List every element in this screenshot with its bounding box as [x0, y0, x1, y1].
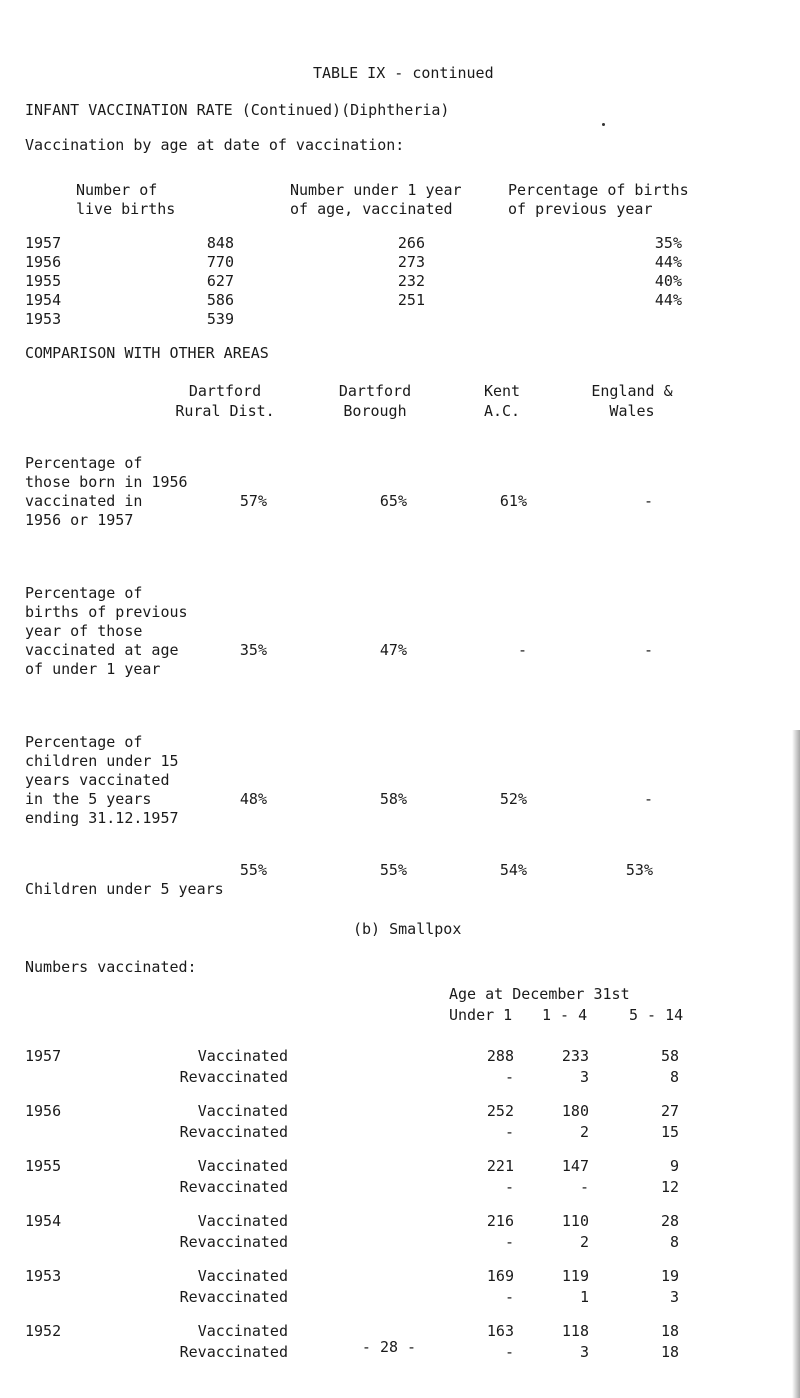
- comparison-value: 55%: [379, 861, 407, 879]
- comparison-row-label: those born in 1956: [25, 473, 188, 491]
- smallpox-row-type: Revaccinated: [179, 1343, 288, 1361]
- comparison-col-header: Borough: [343, 402, 407, 420]
- smallpox-year: 1955: [25, 1157, 62, 1175]
- smallpox-value: 118: [561, 1322, 589, 1340]
- comparison-value: 54%: [499, 861, 527, 879]
- comparison-row-label: Percentage of: [25, 454, 143, 472]
- smallpox-value: 147: [561, 1157, 589, 1175]
- smallpox-value: 3: [669, 1288, 679, 1306]
- comparison-row-label: vaccinated in: [25, 492, 143, 510]
- table1-births: 586: [206, 291, 234, 309]
- comparison-row-label: 1956 or 1957: [25, 511, 134, 529]
- smallpox-value: -: [504, 1123, 514, 1141]
- comparison-col-header: England &: [591, 382, 673, 400]
- smallpox-value: 27: [660, 1102, 679, 1120]
- comparison-col-header: Wales: [609, 402, 655, 420]
- smallpox-row-type: Vaccinated: [197, 1047, 288, 1065]
- comparison-value: -: [643, 492, 653, 510]
- comparison-title: COMPARISON WITH OTHER AREAS: [25, 344, 269, 362]
- smallpox-value: 110: [561, 1212, 589, 1230]
- comparison-value: 48%: [239, 790, 267, 808]
- table1-births: 848: [206, 234, 234, 252]
- smallpox-value: 8: [669, 1068, 679, 1086]
- section-title: INFANT VACCINATION RATE (Continued)(Diphtheria): [25, 101, 450, 119]
- table1-births: 539: [206, 310, 234, 328]
- table1-year: 1955: [25, 272, 62, 290]
- scan-edge-shadow: [792, 730, 800, 1398]
- comparison-value: 35%: [239, 641, 267, 659]
- comparison-row-label: ending 31.12.1957: [25, 809, 179, 827]
- comparison-value: -: [643, 790, 653, 808]
- smallpox-value: 216: [486, 1212, 514, 1230]
- comparison-value: 53%: [625, 861, 653, 879]
- smallpox-row-type: Vaccinated: [197, 1157, 288, 1175]
- smallpox-value: 288: [486, 1047, 514, 1065]
- table1-year: 1957: [25, 234, 62, 252]
- smallpox-value: 119: [561, 1267, 589, 1285]
- table1-year: 1953: [25, 310, 62, 328]
- smallpox-year: 1956: [25, 1102, 62, 1120]
- comparison-row-label: Percentage of: [25, 584, 143, 602]
- table1-births: 627: [206, 272, 234, 290]
- smallpox-value: -: [504, 1233, 514, 1251]
- smallpox-row-type: Revaccinated: [179, 1233, 288, 1251]
- numbers-vaccinated-label: Numbers vaccinated:: [25, 958, 197, 976]
- comparison-value: 61%: [499, 492, 527, 510]
- smallpox-row-type: Vaccinated: [197, 1267, 288, 1285]
- table1-col-header: Number under 1 year: [290, 181, 462, 199]
- table1-vaccinated: 273: [397, 253, 425, 271]
- smallpox-value: 163: [486, 1322, 514, 1340]
- table1-births: 770: [206, 253, 234, 271]
- smallpox-value: 15: [660, 1123, 679, 1141]
- smallpox-value: 233: [561, 1047, 589, 1065]
- table1-percent: 44%: [654, 291, 682, 309]
- smallpox-value: -: [504, 1343, 514, 1361]
- table1-col-header: of age, vaccinated: [290, 200, 453, 218]
- smallpox-row-type: Revaccinated: [179, 1178, 288, 1196]
- comparison-row-label: births of previous: [25, 603, 188, 621]
- comparison-col-header: A.C.: [483, 402, 521, 420]
- smallpox-col-header: 5 - 14: [629, 1006, 684, 1024]
- comparison-value: -: [517, 641, 527, 659]
- comparison-row-label: Children under 5 years: [25, 880, 224, 898]
- smallpox-value: 3: [579, 1343, 589, 1361]
- comparison-row-label: year of those: [25, 622, 143, 640]
- table1-col-header: Number of: [76, 181, 158, 199]
- smallpox-year: 1954: [25, 1212, 62, 1230]
- comparison-row-label: children under 15: [25, 752, 179, 770]
- smallpox-value: 12: [660, 1178, 679, 1196]
- table1-percent: 40%: [654, 272, 682, 290]
- comparison-value: 58%: [379, 790, 407, 808]
- smallpox-value: 18: [660, 1343, 679, 1361]
- smallpox-value: 28: [660, 1212, 679, 1230]
- smallpox-col-header: 1 - 4: [542, 1006, 588, 1024]
- comparison-row-label: of under 1 year: [25, 660, 161, 678]
- smallpox-value: 18: [660, 1322, 679, 1340]
- smallpox-row-type: Revaccinated: [179, 1123, 288, 1141]
- comparison-value: 52%: [499, 790, 527, 808]
- table1-col-header: live births: [76, 200, 176, 218]
- comparison-value: -: [643, 641, 653, 659]
- smallpox-value: -: [579, 1178, 589, 1196]
- smallpox-value: 252: [486, 1102, 514, 1120]
- smallpox-row-type: Vaccinated: [197, 1212, 288, 1230]
- table1-vaccinated: 266: [397, 234, 425, 252]
- comparison-value: 55%: [239, 861, 267, 879]
- comparison-row-label: in the 5 years: [25, 790, 152, 808]
- smallpox-value: 8: [669, 1233, 679, 1251]
- smallpox-title: (b) Smallpox: [353, 920, 462, 938]
- smallpox-value: 2: [579, 1233, 589, 1251]
- table1-vaccinated: 232: [397, 272, 425, 290]
- age-at-december-header: Age at December 31st: [449, 985, 630, 1003]
- table1-col-header: Percentage of births: [508, 181, 689, 199]
- table-title: TABLE IX - continued: [313, 64, 494, 82]
- comparison-col-header: Kent: [483, 382, 521, 400]
- smallpox-year: 1957: [25, 1047, 62, 1065]
- comparison-value: 57%: [239, 492, 267, 510]
- comparison-row-label: vaccinated at age: [25, 641, 179, 659]
- table1-col-header: of previous year: [508, 200, 653, 218]
- comparison-col-header: Dartford: [338, 382, 412, 400]
- smallpox-value: 2: [579, 1123, 589, 1141]
- smallpox-value: 221: [486, 1157, 514, 1175]
- smallpox-value: 19: [660, 1267, 679, 1285]
- smallpox-value: 180: [561, 1102, 589, 1120]
- smallpox-value: -: [504, 1288, 514, 1306]
- table1-year: 1954: [25, 291, 62, 309]
- smallpox-value: 9: [669, 1157, 679, 1175]
- smallpox-value: 3: [579, 1068, 589, 1086]
- table1-vaccinated: 251: [397, 291, 425, 309]
- table1-year: 1956: [25, 253, 62, 271]
- smallpox-value: -: [504, 1178, 514, 1196]
- comparison-value: 65%: [379, 492, 407, 510]
- scan-speck: [602, 123, 605, 126]
- smallpox-value: 1: [579, 1288, 589, 1306]
- smallpox-value: -: [504, 1068, 514, 1086]
- smallpox-value: 58: [660, 1047, 679, 1065]
- smallpox-row-type: Vaccinated: [197, 1102, 288, 1120]
- smallpox-value: 169: [486, 1267, 514, 1285]
- comparison-col-header: Rural Dist.: [175, 402, 275, 420]
- smallpox-row-type: Revaccinated: [179, 1288, 288, 1306]
- comparison-row-label: Percentage of: [25, 733, 143, 751]
- smallpox-row-type: Vaccinated: [197, 1322, 288, 1340]
- comparison-row-label: years vaccinated: [25, 771, 170, 789]
- table1-percent: 44%: [654, 253, 682, 271]
- smallpox-row-type: Revaccinated: [179, 1068, 288, 1086]
- page-number: - 28 -: [361, 1338, 417, 1356]
- comparison-col-header: Dartford: [188, 382, 262, 400]
- section-subtitle: Vaccination by age at date of vaccination:: [25, 136, 405, 154]
- smallpox-year: 1953: [25, 1267, 62, 1285]
- comparison-value: 47%: [379, 641, 407, 659]
- table1-percent: 35%: [654, 234, 682, 252]
- smallpox-year: 1952: [25, 1322, 62, 1340]
- smallpox-col-header: Under 1: [449, 1006, 513, 1024]
